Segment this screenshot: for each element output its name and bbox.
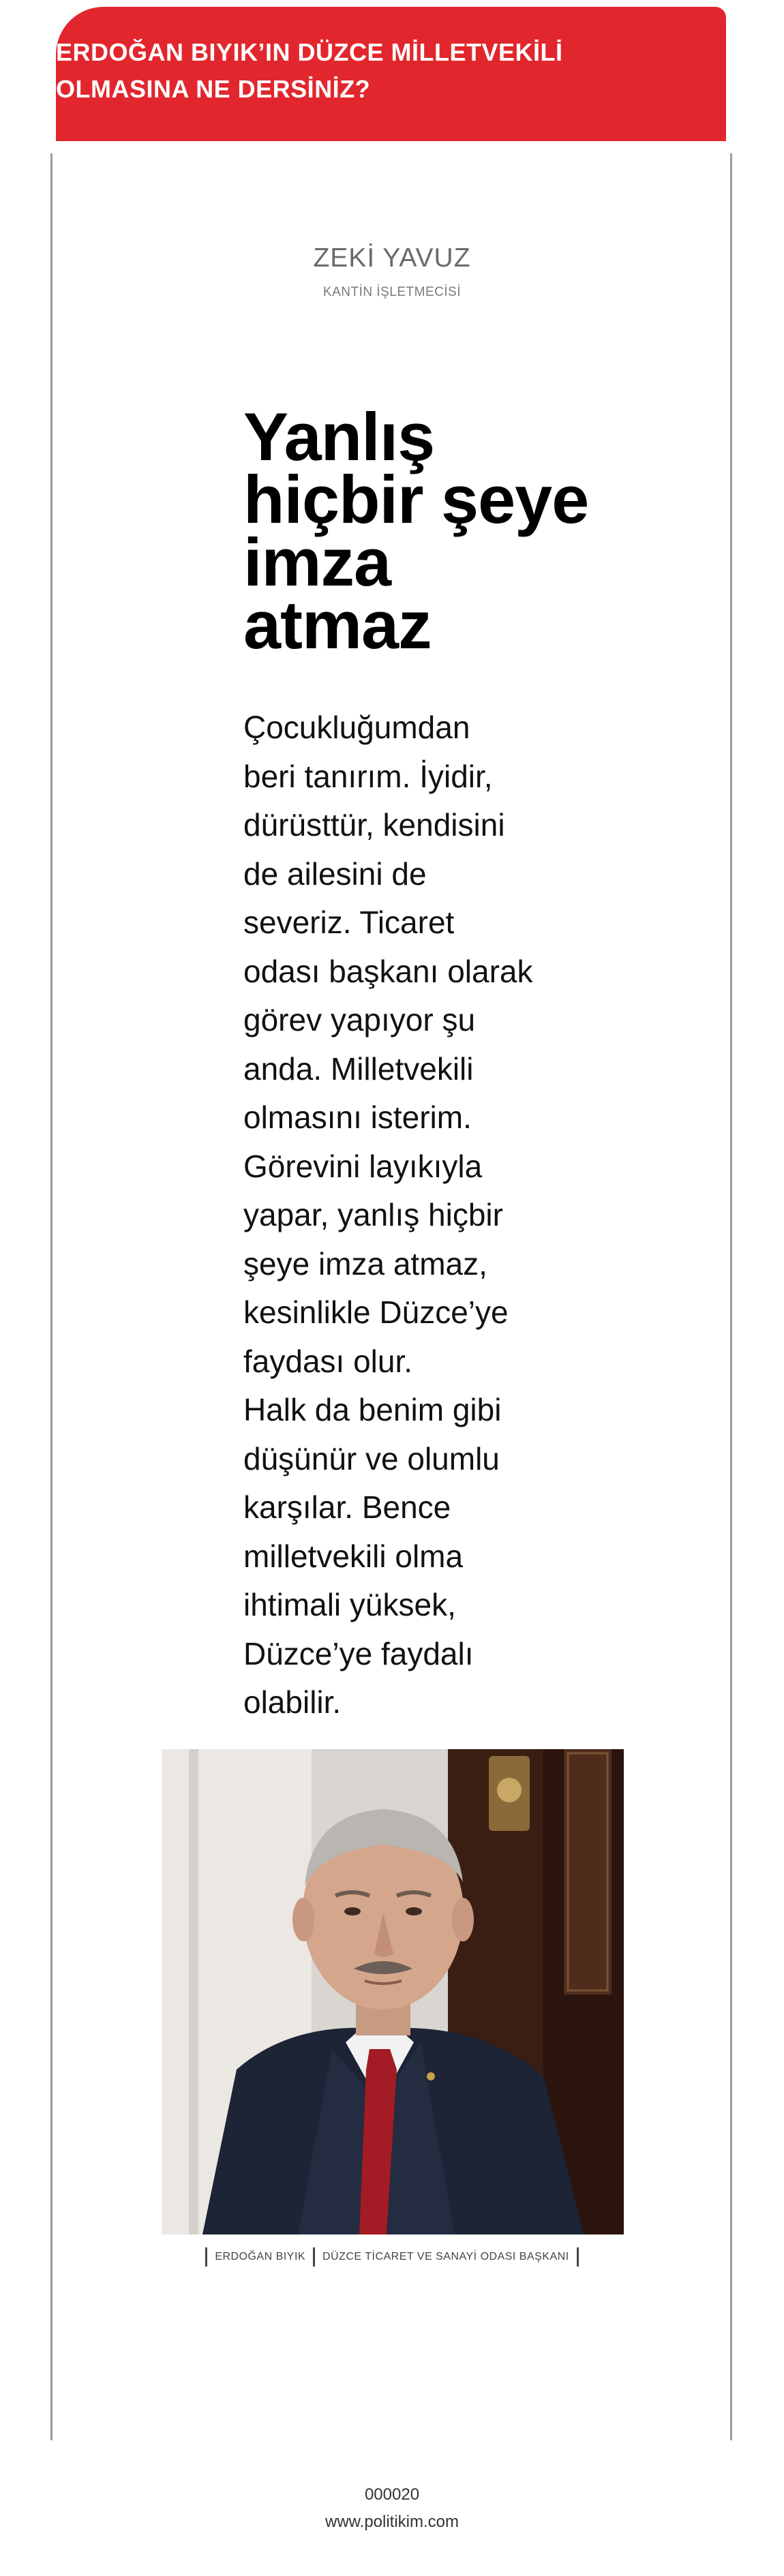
byline-name: ZEKİ YAVUZ [313, 243, 471, 273]
body-line: Çocukluğumdan [243, 710, 470, 745]
headline-line: hiçbir şeye [243, 461, 589, 537]
byline-role: KANTİN İŞLETMECİSİ [322, 285, 462, 299]
body-line: milletvekili olma [243, 1538, 464, 1574]
caption-divider [205, 2247, 207, 2267]
headline-line: Yanlış [243, 399, 435, 474]
caption-person-name: ERDOĞAN BIYIK [215, 2251, 306, 2262]
right-column-rule [730, 153, 732, 2440]
photo-caption [0, 2247, 784, 2267]
body-line: yapar, yanlış hiçbir [243, 1197, 503, 1232]
body-line: beri tanırım. İyidir, [243, 758, 493, 794]
body-line: faydası olur. [243, 1343, 413, 1379]
body-line: severiz. Ticaret [243, 905, 455, 940]
body-line: dürüsttür, kendisini [243, 807, 505, 843]
body-line: de ailesini de [243, 855, 427, 892]
article-paragraph-1 [243, 703, 550, 1386]
headline-line: imza [243, 524, 391, 600]
body-line: görev yapıyor şu [243, 1002, 476, 1037]
body-line: Görevini layıkıyla [243, 1148, 483, 1184]
left-eye [344, 1907, 361, 1915]
article-paragraph-2 [243, 1386, 550, 1727]
body-line: olmasını isterim. [243, 1100, 472, 1135]
body-line: karşılar. Bence [243, 1489, 451, 1525]
body-line: şeye imza atmaz, [243, 1245, 487, 1282]
body-line: olabilir. [243, 1684, 342, 1720]
wall-molding [189, 1749, 198, 2234]
body-line: odası başkanı olarak [243, 953, 533, 989]
body-line: düşünür ve olumlu [243, 1440, 500, 1476]
banner-title-line-2: OLMASINA NE DERSİNİZ? [56, 75, 371, 103]
caption-divider [313, 2247, 315, 2267]
cabinet-panel [564, 1749, 612, 1995]
caption-divider [577, 2247, 579, 2267]
right-eye [406, 1907, 422, 1915]
clock-face [497, 1778, 522, 1802]
body-line: anda. Milletvekili [243, 1050, 474, 1087]
page-number: 000020 [364, 2485, 420, 2504]
headline-line: atmaz [243, 587, 432, 663]
body-line: Halk da benim gibi [243, 1392, 502, 1427]
caption-person-title: DÜZCE TİCARET VE SANAYİ ODASI BAŞKANI [322, 2251, 569, 2262]
banner-title-line-1: ERDOĞAN BIYIK’IN DÜZCE MİLLETVEKİLİ [56, 38, 563, 66]
article-body [243, 703, 550, 1727]
portrait-illustration [162, 1749, 624, 2234]
banner-title [56, 34, 642, 108]
body-line: ihtimali yüksek, [243, 1587, 456, 1622]
article-headline [243, 399, 598, 663]
body-line: Düzce’ye faydalı [243, 1635, 474, 1671]
left-column-rule [50, 153, 52, 2440]
site-url[interactable]: www.politikim.com [325, 2513, 459, 2531]
portrait-photo [162, 1749, 624, 2234]
right-ear [452, 1898, 474, 1941]
body-line: kesinlikle Düzce’ye [243, 1294, 509, 1330]
lapel-pin [427, 2072, 435, 2080]
left-ear [292, 1898, 314, 1941]
